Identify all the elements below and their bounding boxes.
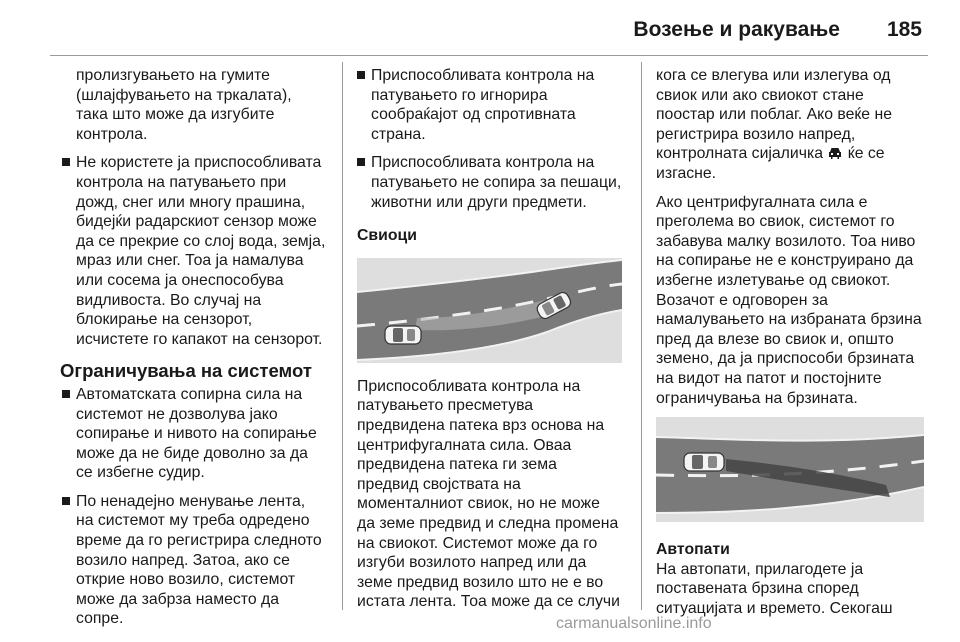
column-1 [62,66,327,638]
car-ahead-icon [827,146,843,160]
curves-paragraph: Приспособливата контрола на патувањето пресметува предвидена патека врз основа на центрифугалната сила. Оваа предвидена патека ги зема предвид својствата на моменталниот свиок, но не може да земе предвид и следна промена на свиокот. Системот може да го изгуби возилото напред или да земе предвид возило што не е во истата лента. Тоа може да се случи [357,377,620,611]
column-3 [656,66,924,627]
motorway-paragraph: На автопати, прилагодете ја поставената брзина според ситуацијата и времето. Секогаш [656,560,893,617]
page-header [0,0,960,58]
ego-car-icon [385,326,421,344]
page-number: 185 [886,18,922,41]
bullet-braking: Автоматската сопирна сила на системот не дозволува јако сопирање и нивото на сопирање може да не биде доволно за да се избегне судир. [62,385,327,483]
indicator-paragraph [656,66,924,184]
column-2 [357,66,622,621]
bullet-pedestrians: Приспособливата контрола на патувањето не сопира за пешаци, животни или други предмети. [357,153,622,212]
curve-braking-illustration [656,417,924,522]
bullet-oncoming: Приспособливата контрола на патувањето го игнорира сообраќајот од спротивната страна. [357,66,622,144]
watermark: carmanualsonline.info [556,615,712,632]
bullet-lane-change: По ненадејно менување лента, на системот му треба одредено време да го регистрира следното возило напред. Затоа, ако се открие ново возило, системот може да забрза наместо да сопре. [62,492,327,629]
section-title: Возење и ракување [633,18,840,41]
curve-illustration [357,258,622,363]
column-divider-1 [342,62,343,610]
bullet-sensor: Не користете ја приспособливата контрола на патувањето при дожд, снег или многу прашина, бидејќи радарскиот сензор може да се прекрие со слој вода, земја, мраз или снег. Тоа ја намалува или сосема ја онеспособува видливоста. Во случај на блокирање на сензорот, исчистете го капакот на сензорот. [62,153,327,349]
intro-paragraph: пролизгувањето на гумите (шлајфувањето на тркалата), така што може да изгубите контрола. [76,67,292,143]
indicator-text-b: ќе се изгасне. [656,145,885,182]
centrifugal-paragraph: Ако центрифугалната сила е преголема во свиок, системот го забавува малку возилото. Тоа ниво на сопирање не е конструирано да избегне излетување од свиокот. Возачот е одговорен за намалувањето на избраната брзина пред да влезе во свиок и, општо земено, да ја приспособи брзината на видот на патот и постојните ограничувања на брзината. [656,193,922,407]
limitations-heading: Ограничувања на системот [60,360,312,382]
indicator-text-a: кога се влегува или излегува од свиок или ако свиокот стане поостар или поблаг. Ако веќе не регистрира возило напред, контролната сијаличка [656,67,892,163]
motorway-heading: Автопати [656,541,730,559]
header-divider [50,55,928,56]
column-divider-2 [641,62,642,610]
curves-heading: Свиоци [357,227,417,245]
vehicle-icon [684,453,724,471]
